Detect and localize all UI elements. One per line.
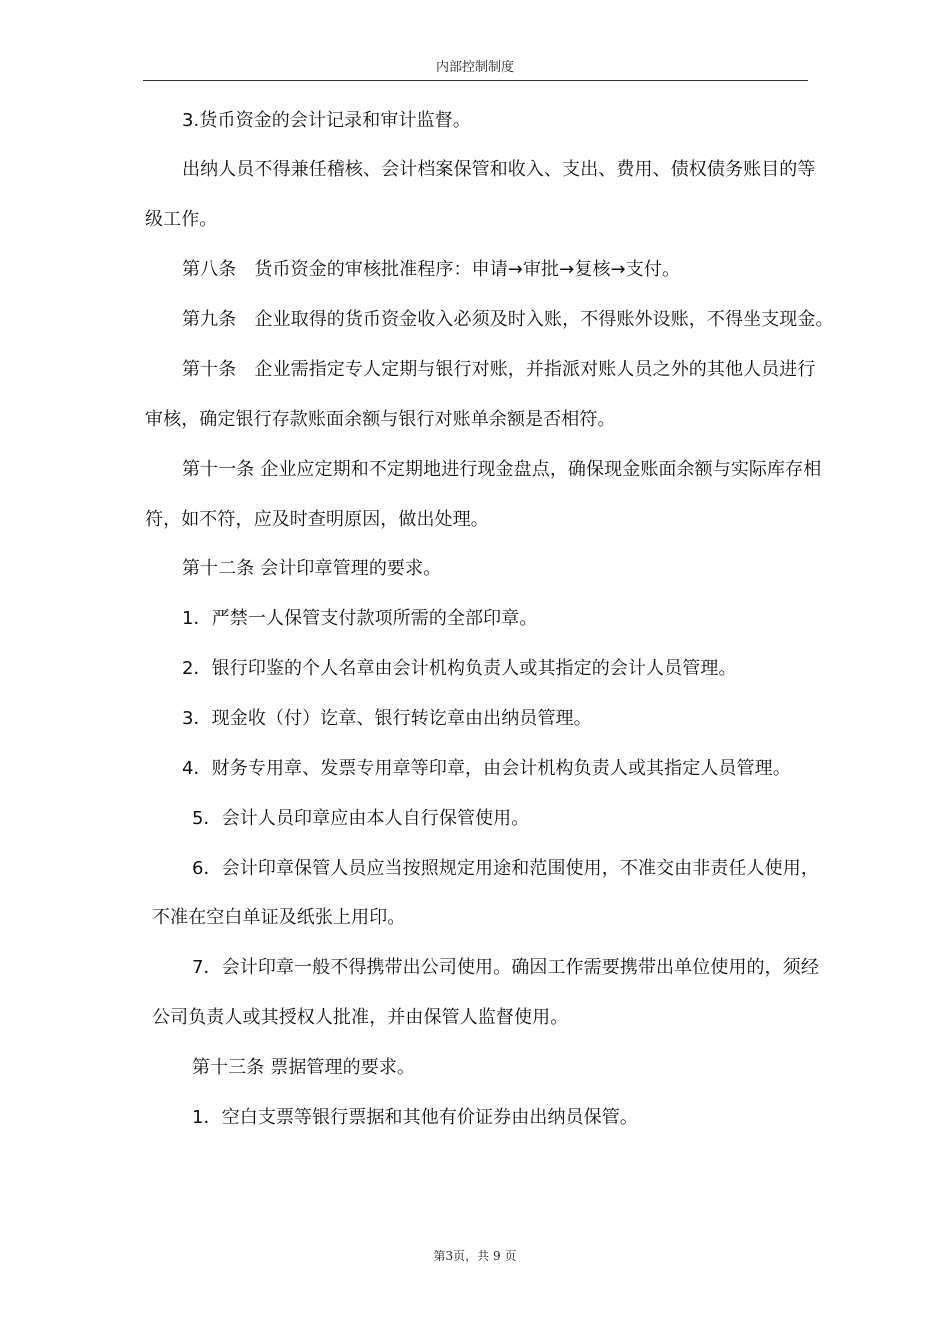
text-line: 第十条 企业需指定专人定期与银行对账，并指派对账人员之外的其他人员进行 bbox=[182, 359, 816, 380]
text-line: 审核，确定银行存款账面余额与银行对账单余额是否相符。 bbox=[145, 409, 616, 430]
page-number: 第3页，共 9 页 bbox=[433, 1249, 517, 1263]
text-line: 3.货币资金的会计记录和审计监督。 bbox=[182, 110, 471, 131]
text-line: 第十一条 企业应定期和不定期地进行现金盘点，确保现金账面余额与实际库存相 bbox=[182, 459, 822, 480]
text-line: 第八条 货币资金的审核批准程序：申请→审批→复核→支付。 bbox=[182, 259, 681, 280]
text-line: 第十三条 票据管理的要求。 bbox=[192, 1057, 416, 1078]
text-line: 1．空白支票等银行票据和其他有价证券由出纳员保管。 bbox=[192, 1107, 638, 1128]
text-line: 第十二条 会计印章管理的要求。 bbox=[182, 558, 442, 579]
page-header-title: 内部控制制度 bbox=[435, 60, 514, 75]
header-divider bbox=[143, 80, 808, 81]
text-line: 第九条 企业取得的货币资金收入必须及时入账，不得账外设账，不得坐支现金。 bbox=[182, 309, 834, 330]
text-line: 7．会计印章一般不得携带出公司使用。确因工作需要携带出单位使用的，须经 bbox=[192, 957, 819, 978]
text-line: 1．严禁一人保管支付款项所需的全部印章。 bbox=[182, 608, 538, 629]
text-line: 公司负责人或其授权人批准，并由保管人监督使用。 bbox=[152, 1007, 569, 1028]
text-line: 4．财务专用章、发票专用章等印章，由会计机构负责人或其指定人员管理。 bbox=[182, 758, 791, 779]
text-line: 级工作。 bbox=[145, 209, 218, 230]
text-line: 符，如不符，应及时查明原因，做出处理。 bbox=[145, 509, 489, 530]
text-line: 6．会计印章保管人员应当按照规定用途和范围使用，不准交由非责任人使用， bbox=[192, 858, 819, 879]
text-line: 5．会计人员印章应由本人自行保管使用。 bbox=[192, 808, 530, 829]
text-line: 不准在空白单证及纸张上用印。 bbox=[152, 907, 406, 928]
text-line: 出纳人员不得兼任稽核、会计档案保管和收入、支出、费用、债权债务账目的等 bbox=[182, 159, 816, 180]
text-line: 3．现金收（付）讫章、银行转讫章由出纳员管理。 bbox=[182, 708, 592, 729]
text-line: 2．银行印鉴的个人名章由会计机构负责人或其指定的会计人员管理。 bbox=[182, 658, 737, 679]
